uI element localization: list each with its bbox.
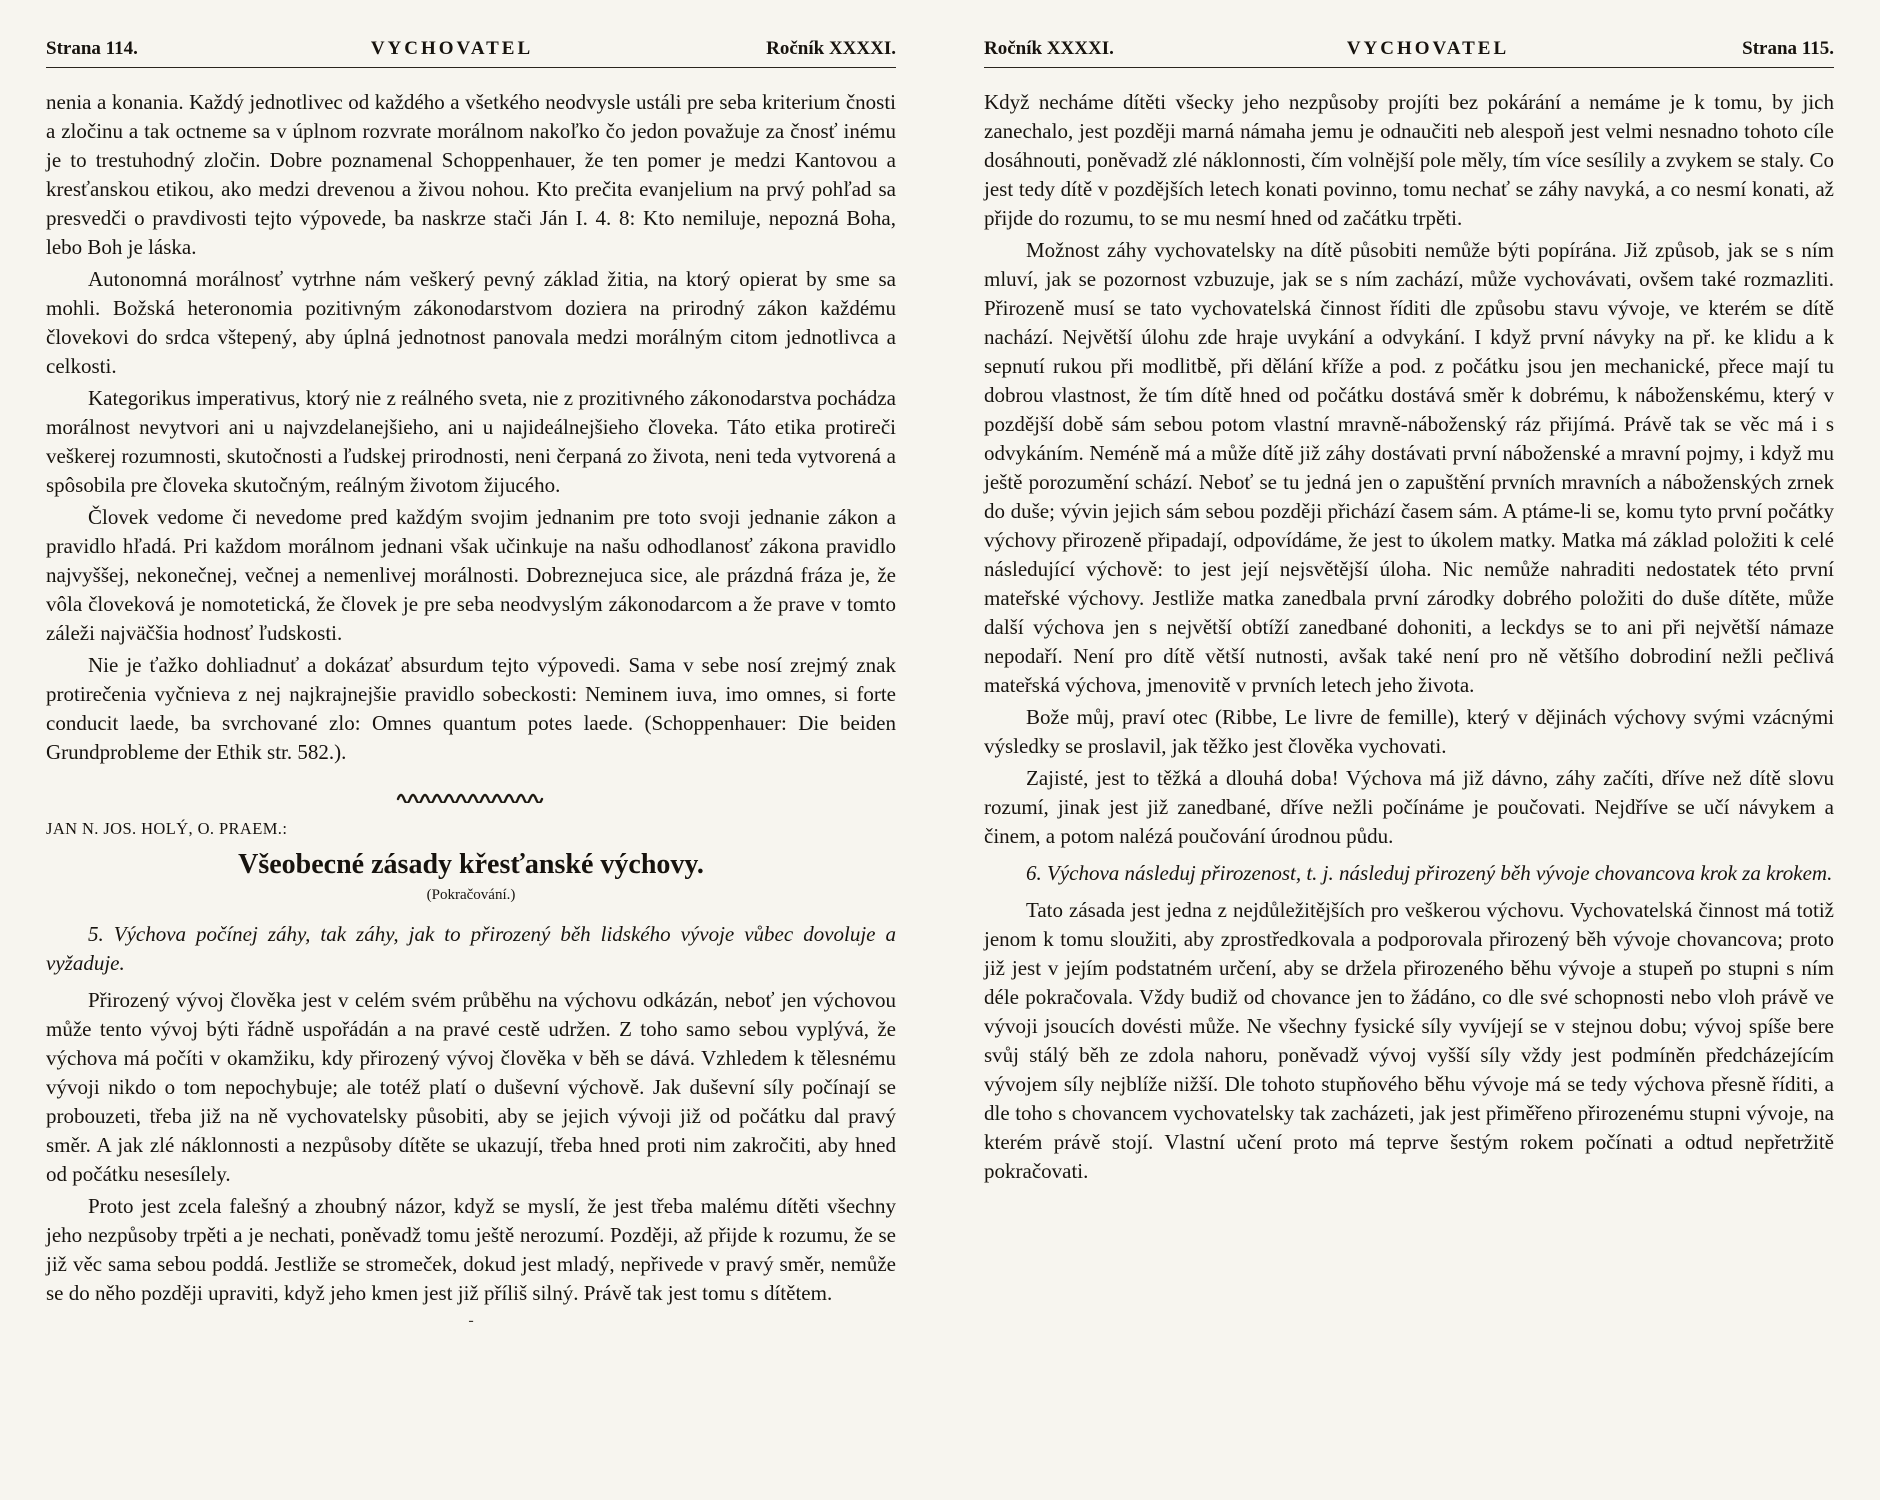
squiggle-divider-icon — [396, 787, 546, 804]
article-author: JAN N. JOS. HOLÝ, O. PRAEM.: — [46, 819, 288, 838]
right-page — [984, 38, 1834, 1480]
right-page-body — [984, 88, 1834, 1186]
page-header-right — [984, 38, 1834, 68]
page-header-left — [46, 38, 896, 68]
body-paragraph: nenia a konania. Každý jednotlivec od každého a všetkého neodvysle ustáli pre seba kriterium čnosti a zločinu a tak octneme sa v úplnom rozvrate morálnom nakoľko čo jedon považuje za čnosť inému je to trestuhodný zločin. Dobre poznamenal Schoppenhauer, že ten pomer je medzi Kantovou a kresťanskou etikou, ako medzi drevenou a živou nohou. Kto prečita evanjelium na prvý pohľad sa presvedči o pravdivosti tejto výpovede, ba naskrze stači Ján I. 4. 8: Kto nemiluje, nepozná Boha, lebo Boh je láska. — [46, 90, 896, 259]
page-number: Strana 114. — [46, 38, 138, 59]
body-paragraph: Človek vedome či nevedome pred každým svojim jednanim pre toto svoji jednanie zákon a pravidlo hľadá. Pri každom morálnom jednani však učinkuje na našu odhodlanosť zákona pravidlo najvyššej, nekonečnej, večnej a nemenlivej morálnosti. Dobreznejuca sice, ale prázdná fráza je, že vôla človeková je nomotetická, že človek je pre seba neodvyslým zákonodarcom a že prave v tomto záleži najväčšia hodnosť ľudskosti. — [46, 505, 896, 645]
continuation-note: (Pokračování.) — [426, 887, 516, 903]
footer-mark: - — [468, 1312, 474, 1329]
principle-paragraph: 6. Výchova následuj přirozenost, t. j. následuj přirozený běh vývoje chovancova krok za krokem. — [1026, 861, 1833, 885]
journal-title: VYCHOVATEL — [1346, 38, 1510, 59]
article-title: Všeobecné zásady křesťanské výchovy. — [238, 849, 704, 880]
body-paragraph: Kategorikus imperativus, ktorý nie z reálného sveta, nie z prozitivného zákonodarstva pochádza morálnost nevytvori ani u najvzdelanejšieho, ani u najideálnejšieho človeka. Táto etika protireči veškerej rozumnosti, skutočnosti a ľudskej prirodnosti, neni čerpaná zo života, neni teda vytvorená a spôsobila pre človeka skutočným, reálným životom žijucého. — [46, 386, 896, 497]
body-paragraph: Proto jest zcela falešný a zhoubný názor, když se myslí, že jest třeba malému dítěti všechny jeho nezpůsoby trpěti a je nechati, poněvadž tomu ještě nerozumí. Později, až přijde k rozumu, že se již věc sama sebou poddá. Jestliže se stromeček, dokud jest mladý, nepřivede v pravý směr, nemůže se do něho později upraviti, když jeho kmen jest již příliš silný. Právě tak jest tomu s dítětem. — [46, 1194, 896, 1305]
left-page-body — [46, 88, 896, 1330]
body-paragraph: Autonomná morálnosť vytrhne nám veškerý pevný základ žitia, na ktorý opierat by sme sa mohli. Božská heteronomia pozitivným zákonodarstvom doziera na prirodný zákon každému človekovi do srdca vštepený, aby úplná jednotnost panovala medzi morálným citom jednotlivca a celkosti. — [46, 267, 896, 378]
left-page — [46, 38, 896, 1480]
body-paragraph: Nie je ťažko dohliadnuť a dokázať absurdum tejto výpovedi. Sama v sebe nosí zrejmý znak protirečenia vyčnieva z nej najkrajnejšie pravidlo sobeckosti: Neminem iuva, imo omnes, si forte conducit laede, ba svrchované zlo: Omnes quantum potes laede. (Schoppenhauer: Die beiden Grundprobleme der Ethik str. 582.). — [46, 653, 896, 764]
body-paragraph: Zajisté, jest to těžká a dlouhá doba! Výchova má již dávno, záhy začíti, dříve než dítě slovu rozumí, jinak jest již zanedbané, dříve nežli počínáme je poučovati. Nejdříve se učí návykem a činem, a potom nalézá poučování úrodnou půdu. — [984, 766, 1834, 848]
body-paragraph: Možnost záhy vychovatelsky na dítě působiti nemůže býti popírána. Již způsob, jak se s ním mluví, jak se pozornost vzbuzuje, jak se s ním zachází, může vychovávati, ovšem také rozmazliti. Přirozeně musí se tato vychovatelská činnost říditi dle způsobu stavu vývoje, ve kterém se dítě nachází. Největší úlohu zde hraje uvykání a odvykání. I když první návyky na př. ke klidu a k sepnutí rukou při modlitbě, při dělání kříže a pod. z počátku jsou jen mechanické, přece mají tu dobrou vlastnost, že tím dítě hned od počátku dostává směr k dobrému, k náboženskému, který v pozdější době sám sebou potom vlastní mravně-náboženský ráz přijímá. Právě tak se věc má i s odvykáním. Neméně má a může dítě již záhy dostávati první náboženské a mravní pojmy, i když mu ještě porozumění schází. Neboť se tu jedná jen o zapuštění prvních mravních a náboženských zrnek do duše; vývin jejich sám sebou později přichází časem sám. A ptáme-li se, komu tyto první počátky výchovy přirozeně připadají, odpovídáme, že jest to úkolem matky. Matka má základ položiti k celé následující výchově: to jest její nejsvětější úloha. Nic nemůže nahraditi nedostatek této první mateřské výchovy. Jestliže matka zanedbala první zárodky dobrého položiti do duše dítěte, může další výchova jen s největší obtíží zanedbané dohoniti, a leckdys se to ani při největší námaze nepodaří. Není pro dítě větší nutnosti, avšak také není pro ně většího dobrodiní nežli pečlivá mateřská výchova, jmenovitě v prvních letech jeho života. — [984, 238, 1834, 697]
journal-title: VYCHOVATEL — [370, 38, 534, 59]
page-number: Strana 115. — [1742, 38, 1834, 59]
body-paragraph: Tato zásada jest jedna z nejdůležitějších pro veškerou výchovu. Vychovatelská činnost má totiž jenom k tomu sloužiti, aby zprostředkovala a podporovala přirozený běh vývoje chovancova; proto již jest v jejím podstatném určení, aby se držela přirozeného běhu vývoje a stupeň po stupni s ním déle pokračovala. Vždy budiž od chovance jen to žádáno, co dle své schopnosti nebo vloh právě ve vývoji jsoucích dovésti může. Ne všechny fysické síly vyvíjejí se v stejnou dobu; vývoj spíše bere svůj stálý běh ze zdola nahoru, poněvadž vývoj vyšší síly vždy jest podmíněn předcházejícím vývojem síly nejblíže nižší. Dle tohoto stupňového běhu vývoje má se tedy výchova přesně říditi, a dle toho s chovancem vychovatelsky tak zacházeti, jak jest přiměřeno přirozenému stupni vývoje, na kterém právě stojí. Vlastní učení proto má teprve šestým rokem počínati a odtud nepřetržitě pokračovati. — [984, 898, 1834, 1183]
body-paragraph: Bože můj, praví otec (Ribbe, Le livre de femille), který v dějinách výchovy svými vzácnými výsledky se proslavil, jak těžko jest člověka vychovati. — [984, 705, 1834, 758]
section-divider — [46, 787, 896, 805]
volume-label: Ročník XXXXI. — [984, 38, 1114, 59]
body-paragraph: Když necháme dítěti všecky jeho nezpůsoby projíti bez pokárání a nemáme je k tomu, by jich zanechalo, jest později marná námaha jemu je odnaučiti neb alespoň jest velmi nesnadno tohoto cíle dosáhnouti, poněvadž zlé náklonnosti, čím volnější pole měly, tím více sesílily a zvykem se staly. Co jest tedy dítě v pozdějších letech konati povinno, tomu nechať se záhy navyká, a co nesmí konati, až přijde do rozumu, to se mu nesmí hned od začátku trpěti. — [984, 90, 1834, 230]
principle-paragraph: 5. Výchova počínej záhy, tak záhy, jak to přirozený běh lidského vývoje vůbec dovoluje a vyžaduje. — [46, 922, 896, 975]
body-paragraph: Přirozený vývoj člověka jest v celém svém průběhu na výchovu odkázán, neboť jen výchovou může tento vývoj býti řádně uspořádán a na pravé cestě udržen. Z toho samo sebou vyplývá, že výchova má počíti v okamžiku, kdy přirozený vývoj člověka v běh se dává. Vzhledem k tělesnému vývoji nikdo o tom nepochybuje; ale totéž platí o duševní výchově. Jak duševní síly počínají se probouzeti, třeba již na ně vychovatelsky působiti, aby se jejich vývoji již od počátku dal pravý směr. A jak zlé náklonnosti a nezpůsoby dítěte se ukazují, třeba hned proti nim zakročiti, aby hned od počátku nesesílely. — [46, 988, 896, 1186]
volume-label: Ročník XXXXI. — [766, 38, 896, 59]
